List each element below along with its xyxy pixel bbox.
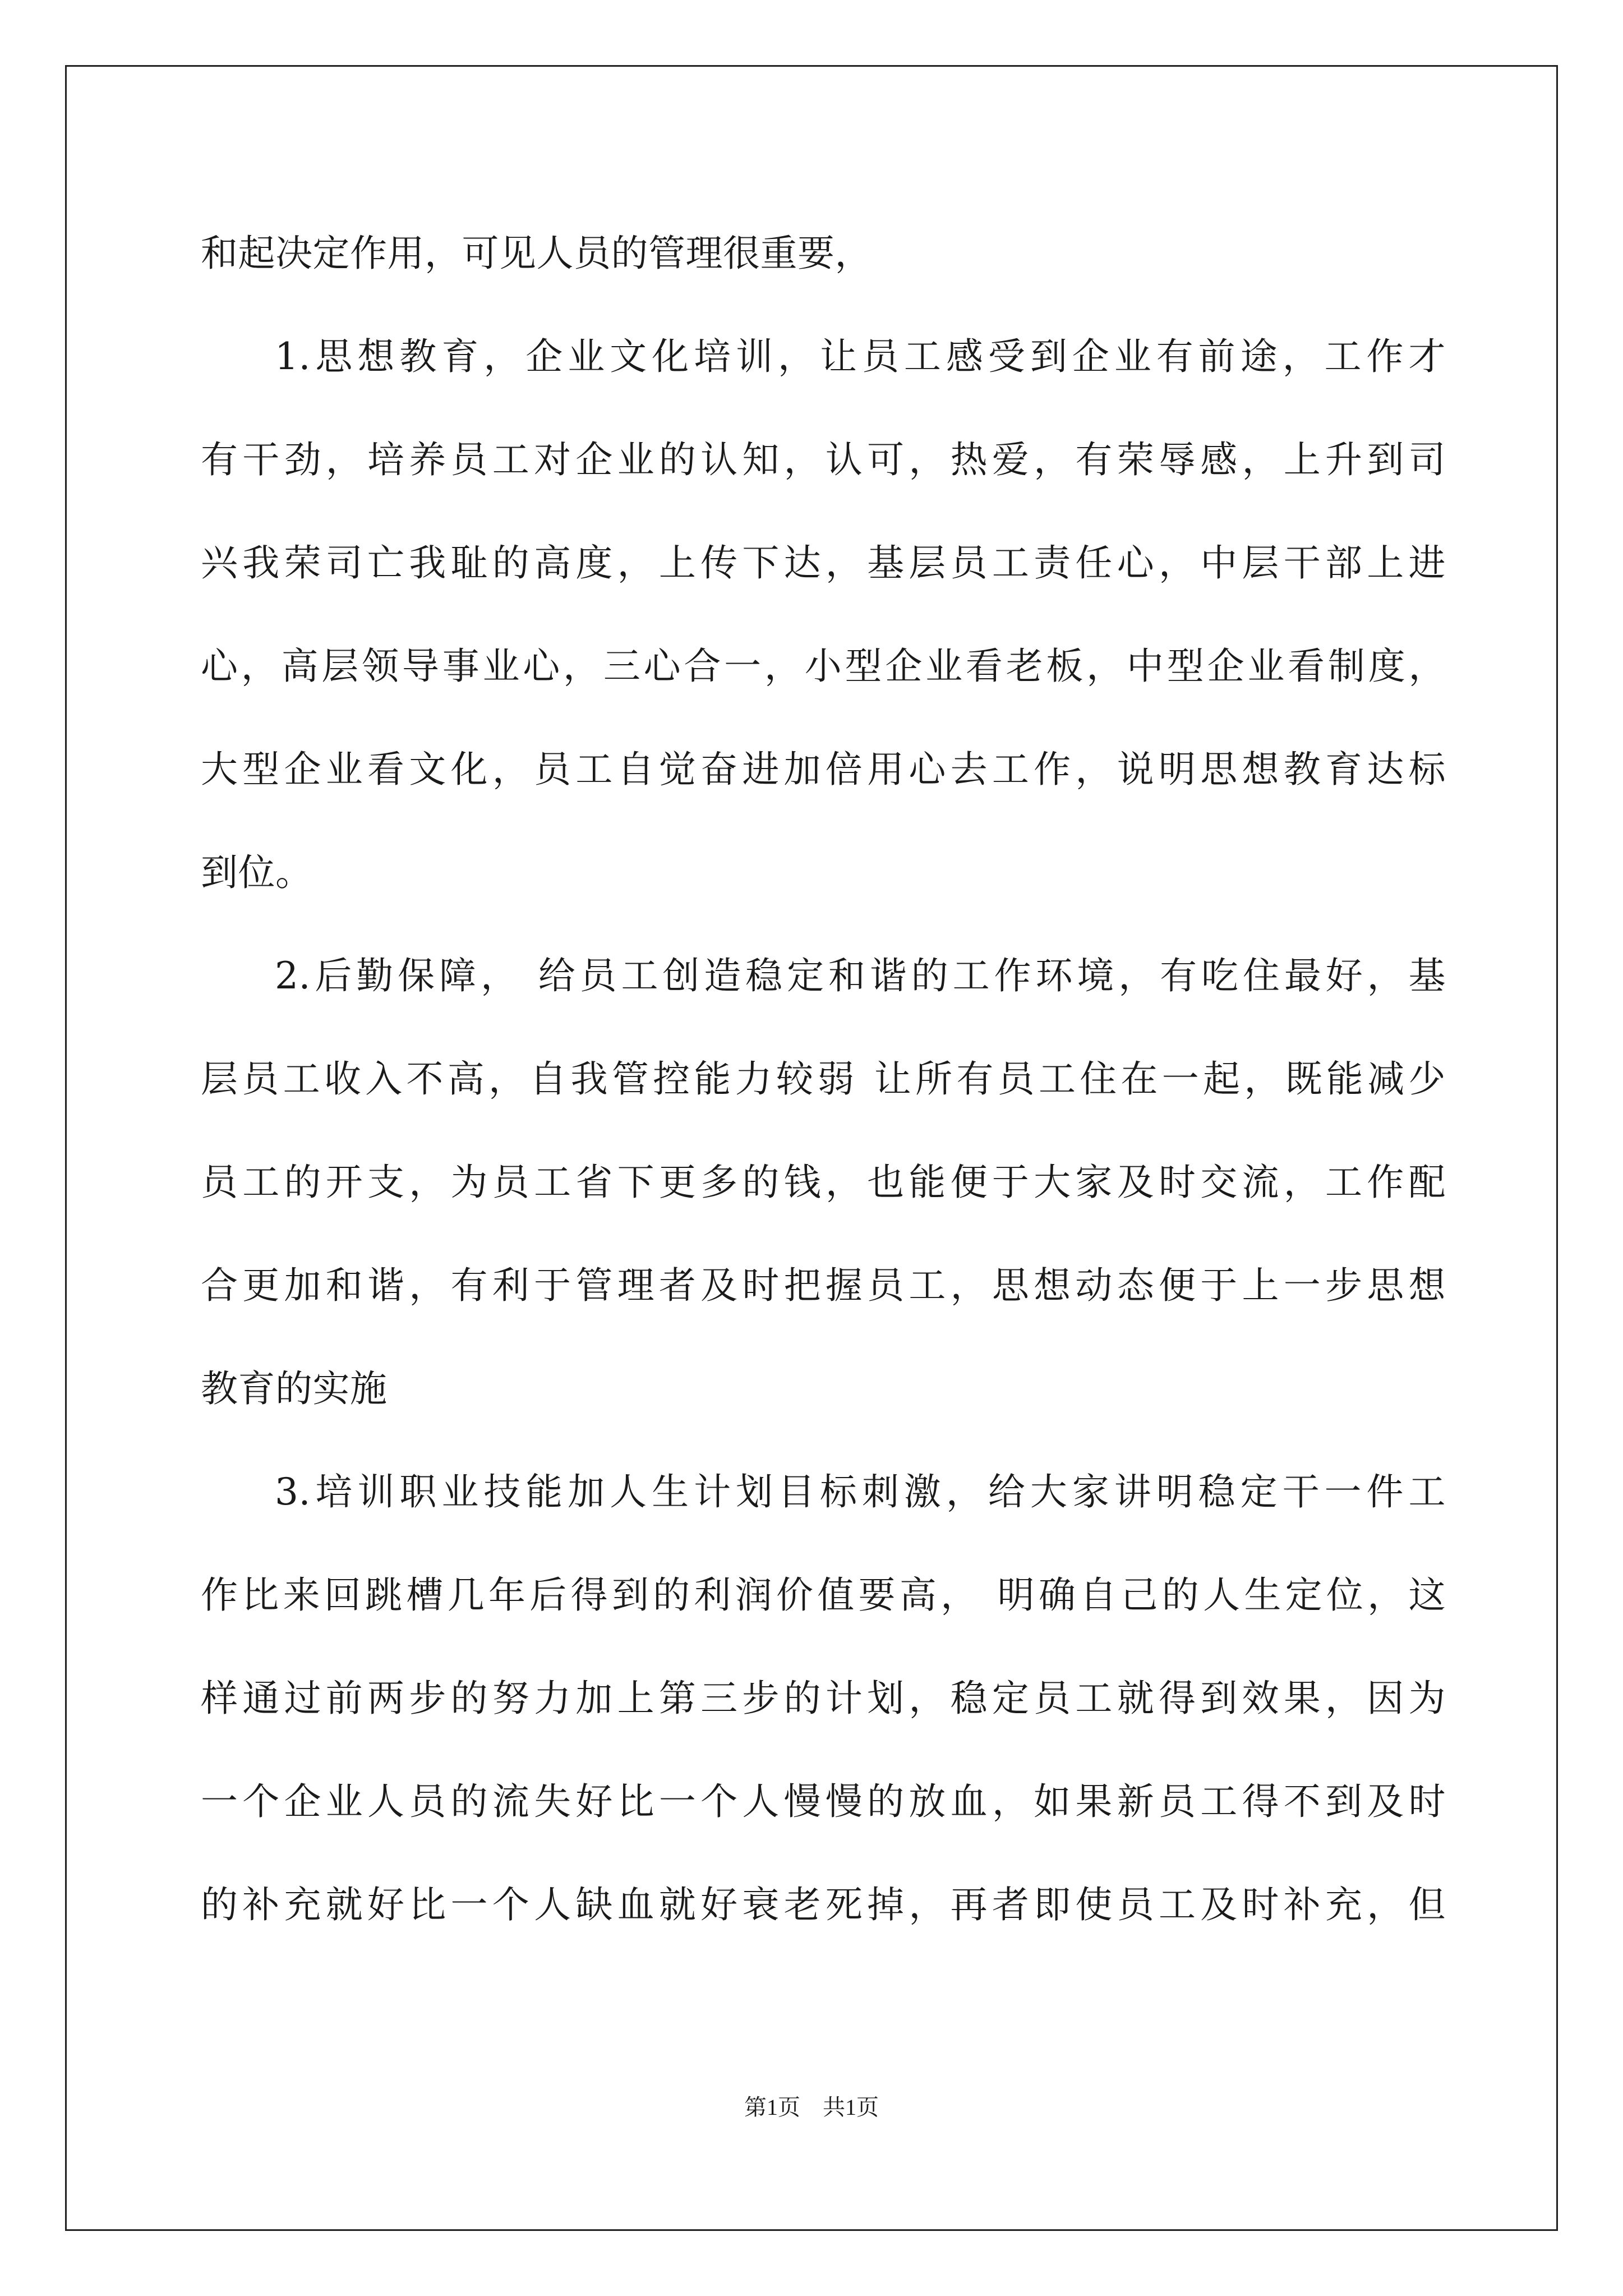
text-line: 员工的开支，为员工省下更多的钱，也能便于大家及时交流，工作配	[201, 1161, 1446, 1204]
text-line: 教育的实施	[201, 1367, 388, 1410]
page-number-label: 第1页 共1页	[744, 2095, 879, 2120]
text-line: 有干劲，培养员工对企业的认知，认可，热爱，有荣辱感，上升到司	[201, 438, 1446, 481]
text-line: 大型企业看文化，员工自觉奋进加倍用心去工作，说明思想教育达标	[201, 748, 1446, 791]
text-line: 心，高层领导事业心，三心合一，小型企业看老板，中型企业看制度，	[201, 645, 1446, 688]
paragraph-1-line: 1.思想教育，企业文化培训，让员工感受到企业有前途，工作才	[275, 335, 1446, 378]
text-line: 层员工收入不高，自我管控能力较弱 让所有员工住在一起，既能减少	[201, 1057, 1446, 1101]
paragraph-3-line: 3.培训职业技能加人生计划目标刺激，给大家讲明稳定干一件工	[275, 1470, 1446, 1513]
text-line: 兴我荣司亡我耻的高度，上传下达，基层员工责任心，中层干部上进	[201, 541, 1446, 585]
text-line: 作比来回跳槽几年后得到的利润价值要高， 明确自己的人生定位，这	[201, 1573, 1446, 1617]
text-line: 和起决定作用，可见人员的管理很重要，	[201, 232, 872, 275]
text-line: 的补充就好比一个人缺血就好衰老死掉，再者即使员工及时补充，但	[201, 1883, 1446, 1926]
page-footer	[0, 2093, 1623, 2122]
text-line: 样通过前两步的努力加上第三步的计划，稳定员工就得到效果，因为	[201, 1677, 1446, 1720]
text-line: 一个企业人员的流失好比一个人慢慢的放血，如果新员工得不到及时	[201, 1780, 1446, 1823]
text-line: 到位。	[201, 851, 313, 894]
document-body	[201, 202, 1446, 1957]
text-line: 合更加和谐，有利于管理者及时把握员工，思想动态便于上一步思想	[201, 1264, 1446, 1307]
paragraph-2-line: 2.后勤保障， 给员工创造稳定和谐的工作环境，有吃住最好，基	[275, 954, 1446, 997]
